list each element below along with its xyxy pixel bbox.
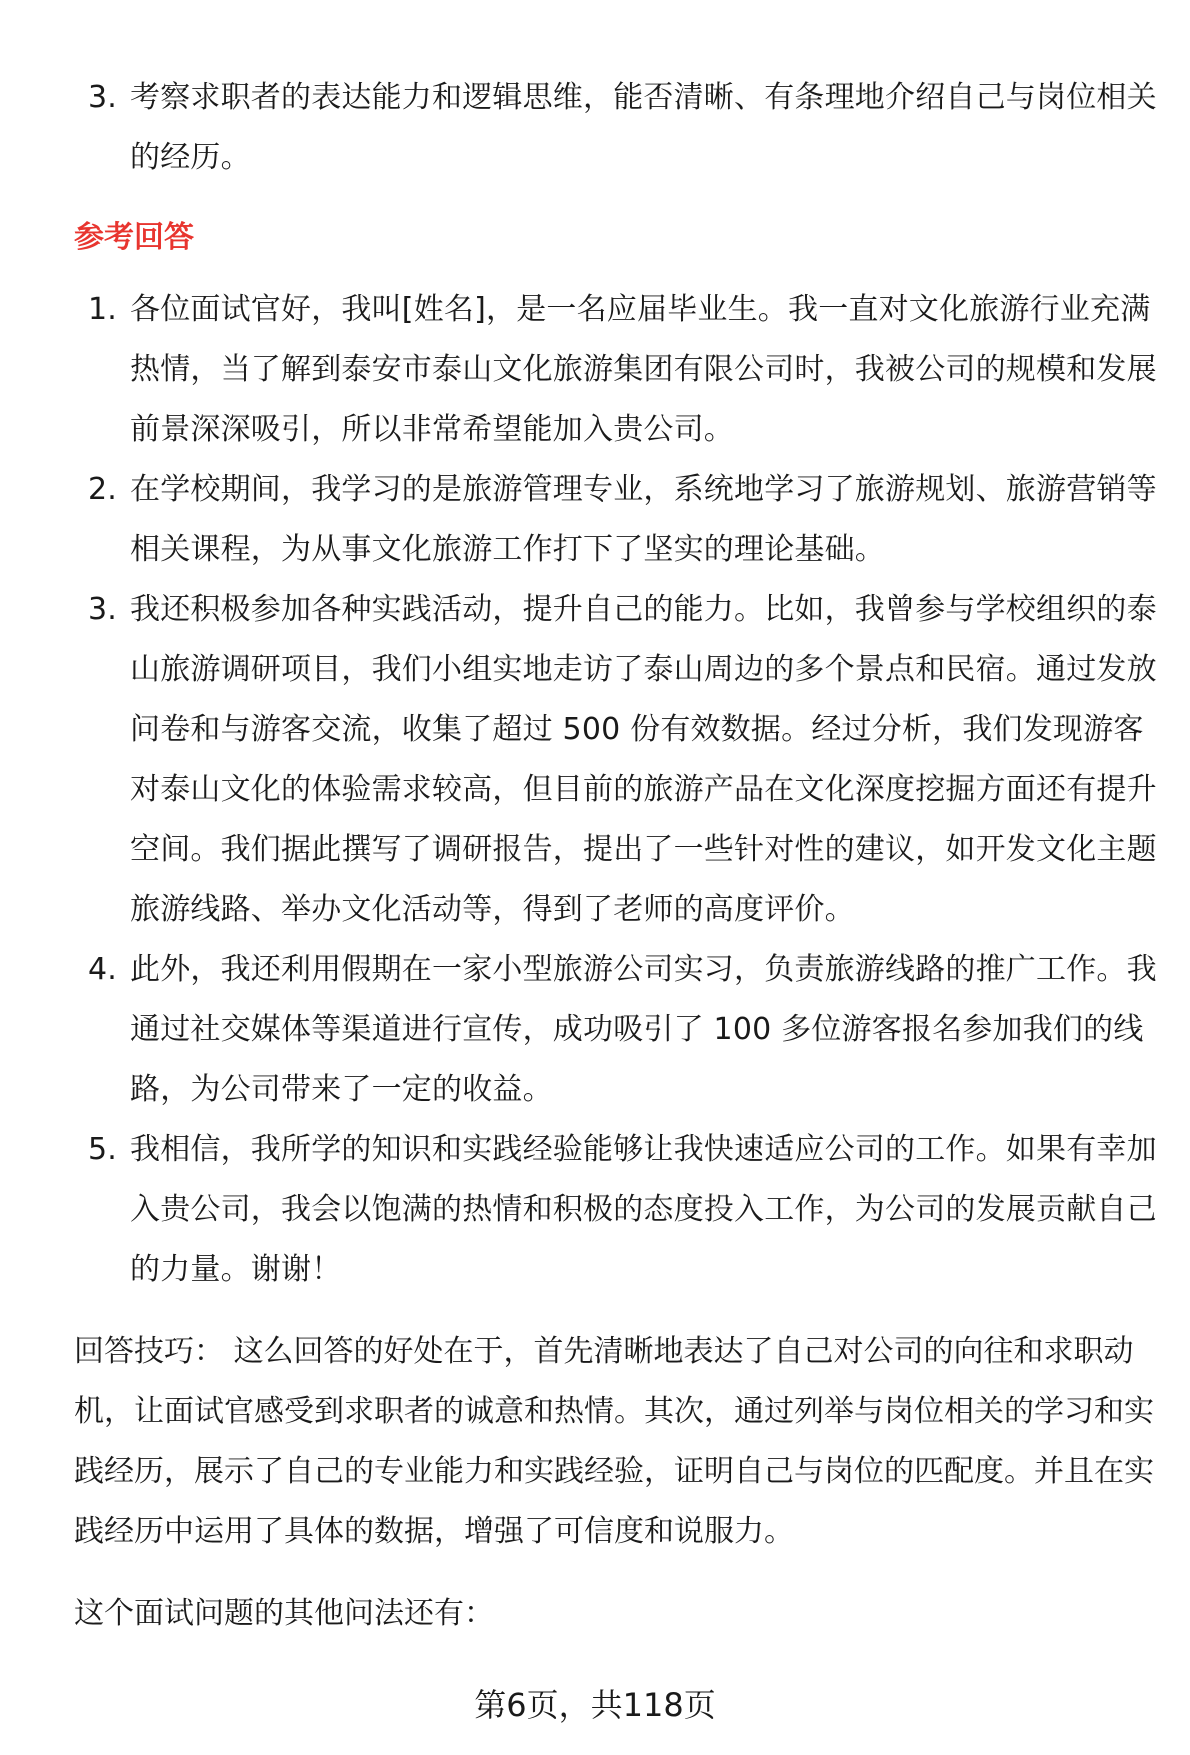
list-item — [74, 1120, 1164, 1300]
list-item — [74, 460, 1164, 580]
evaluation-points-list — [74, 68, 1164, 188]
list-item — [74, 280, 1164, 460]
list-item-number: 5. — [88, 1132, 118, 1167]
list-item-text: 在学校期间，我学习的是旅游管理专业，系统地学习了旅游规划、旅游营销等相关课程，为从事文化旅游工作打下了坚实的理论基础。 — [130, 472, 1157, 567]
answer-tips-paragraph: 回答技巧： 这么回答的好处在于，首先清晰地表达了自己对公司的向往和求职动机，让面试官感受到求职者的诚意和热情。其次，通过列举与岗位相关的学习和实践经历，展示了自己的专业能力和实践经验，证明自己与岗位的匹配度。并且在实践经历中运用了具体的数据，增强了可信度和说服力。 — [74, 1334, 1154, 1549]
list-item-number: 3. — [88, 80, 118, 115]
list-item — [74, 580, 1164, 940]
page-content — [74, 68, 1164, 1644]
page-number-footer: 第6页，共118页 — [474, 1686, 716, 1724]
list-item-number: 2. — [88, 472, 118, 507]
reference-answer-list — [74, 280, 1164, 1300]
list-item-text: 我相信，我所学的知识和实践经验能够让我快速适应公司的工作。如果有幸加入贵公司，我会以饱满的热情和积极的态度投入工作，为公司的发展贡献自己的力量。谢谢！ — [130, 1132, 1157, 1287]
other-phrasings-heading: 这个面试问题的其他问法还有： — [74, 1596, 494, 1631]
list-item-text: 此外，我还利用假期在一家小型旅游公司实习，负责旅游线路的推广工作。我通过社交媒体等渠道进行宣传，成功吸引了 100 多位游客报名参加我们的线路，为公司带来了一定的收益。 — [130, 952, 1157, 1107]
list-item-text: 考察求职者的表达能力和逻辑思维，能否清晰、有条理地介绍自己与岗位相关的经历。 — [130, 80, 1157, 175]
list-item-number: 3. — [88, 592, 118, 627]
list-item-number: 4. — [88, 952, 118, 987]
list-item-text: 各位面试官好，我叫[姓名]，是一名应届毕业生。我一直对文化旅游行业充满热情，当了解到泰安市泰山文化旅游集团有限公司时，我被公司的规模和发展前景深深吸引，所以非常希望能加入贵公司。 — [130, 292, 1157, 447]
list-item-number: 1. — [88, 292, 118, 327]
list-item — [74, 940, 1164, 1120]
section-title: 参考回答 — [74, 220, 194, 255]
list-item — [74, 68, 1164, 188]
list-item-text: 我还积极参加各种实践活动，提升自己的能力。比如，我曾参与学校组织的泰山旅游调研项目，我们小组实地走访了泰山周边的多个景点和民宿。通过发放问卷和与游客交流，收集了超过 500 份有效数据。经过分析，我们发现游客对泰山文化的体验需求较高，但目前的旅游产品在文化深度挖掘方面还有提升空间。我们据此撰写了调研报告，提出了一些针对性的建议，如开发文化主题旅游线路、举办文化活动等，得到了老师的高度评价。 — [130, 592, 1157, 927]
